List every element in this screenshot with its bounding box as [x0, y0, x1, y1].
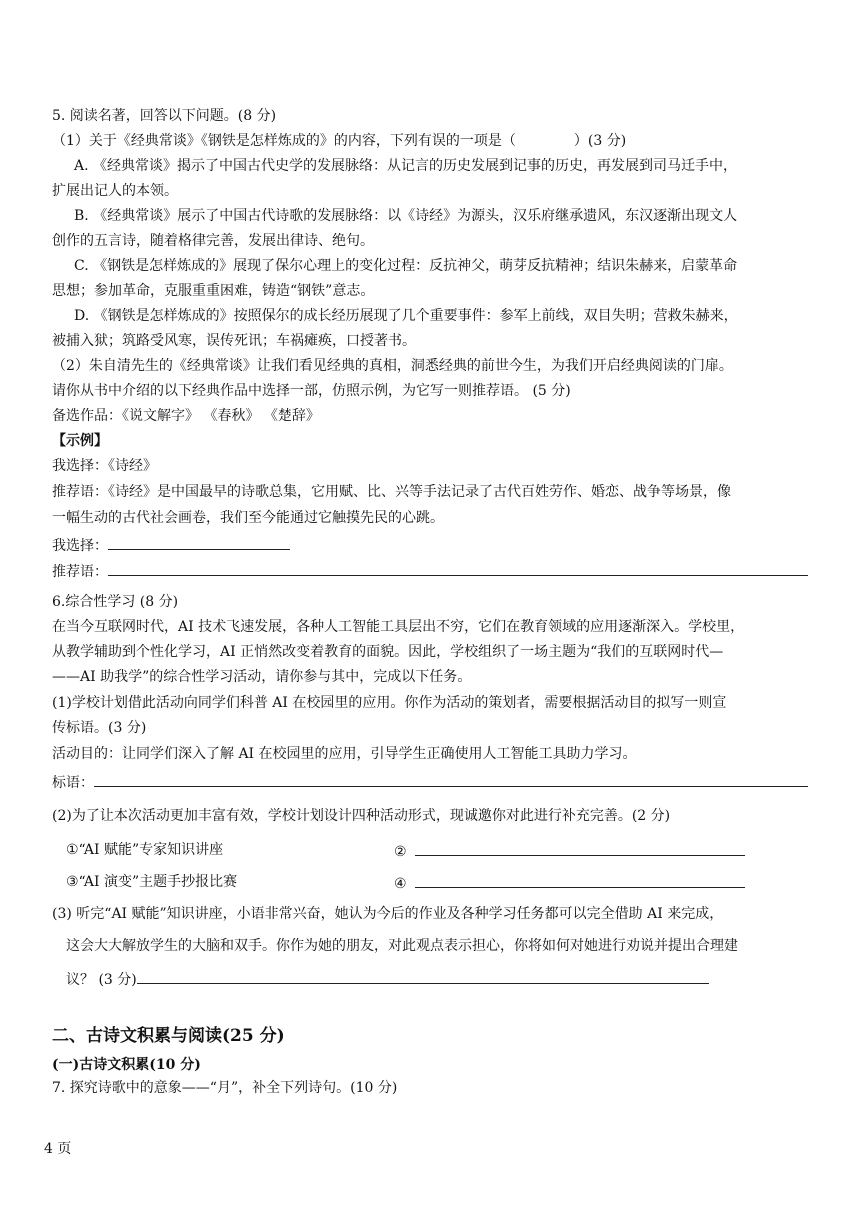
q5-choices: 备选作品：《说文解字》 《春秋》 《楚辞》 [52, 408, 320, 424]
q6-slogan-blank[interactable] [94, 772, 808, 787]
q7-title: 7. 探究诗歌中的意象——“月”，补全下列诗句。(10 分) [52, 1080, 398, 1096]
q6-form3: ③“AI 演变”主题手抄报比赛 [66, 874, 238, 890]
q6-part3-answer-blank[interactable] [137, 969, 709, 984]
q5-option-d-line1: D. 《钢铁是怎样炼成的》按照保尔的成长经历展现了几个重要事件：参军上前线，双目失明；营救朱赫来， [74, 308, 738, 324]
q5-sub1 [52, 132, 626, 151]
q6-form2 [394, 841, 745, 862]
q5-my-choice-blank[interactable] [108, 535, 290, 550]
q5-option-c-line2: 思想；参加革命，克服重重困难，铸造“钢铁”意志。 [52, 283, 375, 299]
q5-option-a-line2: 扩展出记人的本领。 [52, 183, 178, 199]
q5-option-d-line2: 被捕入狱；筑路受风寒，误传死讯；车祸瘫痪，口授著书。 [52, 333, 416, 349]
q6-form1: ①“AI 赋能”专家知识讲座 [66, 842, 224, 858]
q5-title: 5. 阅读名著，回答以下问题。(8 分) [52, 108, 277, 124]
q6-intro-line3: ——AI 助我学”的综合性学习活动，请你参与其中，完成以下任务。 [52, 669, 472, 685]
q5-sub2-line1: （2）朱自清先生的《经典常谈》让我们看见经典的真相，洞悉经典的前世今生，为我们开启经典阅读的门扉。 [52, 358, 733, 374]
q6-form2-blank[interactable] [415, 841, 745, 856]
q6-part3-line1: (3) 听完“AI 赋能”知识讲座，小语非常兴奋，她认为今后的作业及各种学习任务都可以完全借助 AI 来完成， [52, 906, 724, 922]
q5-example-rec-line1: 推荐语：《诗经》是中国最早的诗歌总集，它用赋、比、兴等手法记录了古代百姓劳作、婚恋、战争等场景，像 [52, 484, 731, 500]
q5-example-label: 【示例】 [52, 433, 108, 449]
q6-form4 [394, 873, 745, 894]
q5-sub1-text: （1）关于《经典常谈》《钢铁是怎样炼成的》的内容，下列有误的一项是（ [52, 133, 516, 149]
q5-example-rec-line2: 一幅生动的古代社会画卷，我们至今能通过它触摸先民的心跳。 [52, 510, 444, 526]
q6-part3-line2: 这会大大解放学生的大脑和双手。你作为她的朋友，对此观点表示担心，你将如何对她进行劝说并提出合理建 [66, 938, 738, 954]
q5-my-choice [52, 535, 290, 556]
q5-option-b-line1: B. 《经典常谈》展示了中国古代诗歌的发展脉络：以《诗经》为源头，汉乐府继承遗风，东汉逐渐出现文人 [74, 208, 738, 224]
q6-slogan-label: 标语： [52, 775, 94, 791]
q5-example-choice: 我选择：《诗经》 [52, 458, 157, 474]
q5-my-rec [52, 561, 808, 582]
q5-my-rec-label: 推荐语： [52, 564, 108, 580]
q6-part1-line1: (1)学校计划借此活动向同学们科普 AI 在校园里的应用。你作为活动的策划者，需要根据活动目的拟写一则宣 [52, 695, 727, 711]
q5-sub1-score: ）(3 分) [573, 133, 627, 149]
q6-purpose: 活动目的：让同学们深入了解 AI 在校园里的应用，引导学生正确使用人工智能工具助力学习。 [52, 746, 637, 762]
q6-part1-line2: 传标语。(3 分) [52, 720, 147, 736]
q5-my-rec-blank[interactable] [108, 561, 808, 576]
q6-form2-label: ② [394, 844, 407, 860]
q6-slogan [52, 772, 808, 793]
q6-part3-line3 [66, 969, 709, 990]
q6-part2: (2)为了让本次活动更加丰富有效，学校计划设计四种活动形式，现诚邀你对此进行补充完善。(2 分) [52, 808, 671, 824]
q5-option-b-line2: 创作的五言诗，随着格律完善，发展出律诗、绝句。 [52, 233, 374, 249]
q6-title: 6.综合性学习 (8 分) [52, 594, 179, 610]
q6-form4-label: ④ [394, 876, 407, 892]
section2-subtitle: (一)古诗文积累(10 分) [52, 1057, 201, 1073]
q6-part3-line3-text: 议？ (3 分) [66, 972, 137, 988]
q6-intro-line1: 在当今互联网时代，AI 技术飞速发展，各种人工智能工具层出不穷，它们在教育领域的应用逐渐深入。学校里， [52, 619, 745, 635]
q5-option-a-line1: A. 《经典常谈》揭示了中国古代史学的发展脉络：从记言的历史发展到记事的历史，再发展到司马迁手中， [74, 158, 738, 174]
q6-form4-blank[interactable] [415, 873, 745, 888]
q5-sub2-line2: 请你从书中介绍的以下经典作品中选择一部，仿照示例，为它写一则推荐语。 (5 分) [52, 383, 571, 399]
q5-option-c-line1: C. 《钢铁是怎样炼成的》展现了保尔心理上的变化过程：反抗神父，萌芽反抗精神；结识朱赫来，启蒙革命 [74, 258, 738, 274]
page-number: 4 页 [44, 1141, 72, 1157]
q6-intro-line2: 从教学辅助到个性化学习，AI 正悄然改变着教育的面貌。因此，学校组织了一场主题为“我们的互联网时代— [52, 644, 724, 660]
q5-my-choice-label: 我选择： [52, 538, 108, 554]
section2-title: 二、古诗文积累与阅读(25 分) [52, 1026, 285, 1046]
